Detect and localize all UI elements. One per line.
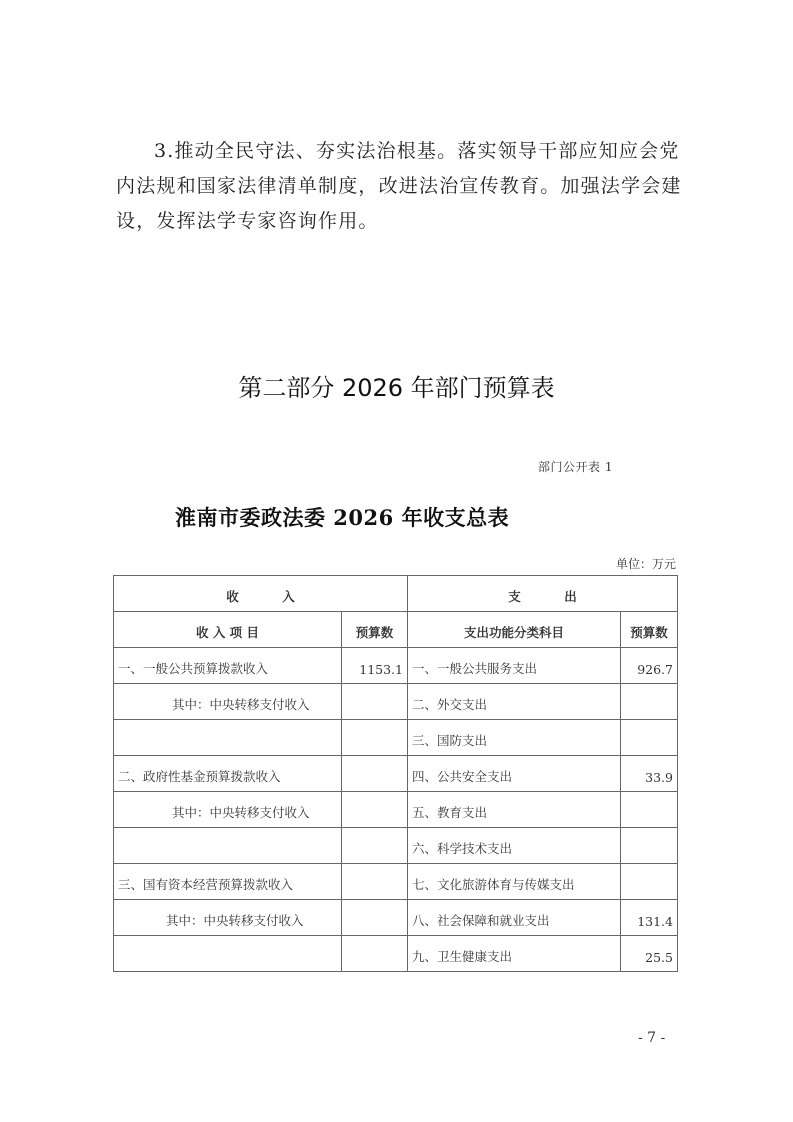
- expense-budget: 131.4: [621, 900, 678, 936]
- income-item: 三、国有资本经营预算拨款收入: [114, 864, 342, 900]
- income-budget: [342, 864, 408, 900]
- paragraph-line-1: 3.推动全民守法、夯实法治根基。落实领导干部应知应会党: [154, 140, 680, 162]
- expense-group-header: 支 出: [408, 576, 678, 612]
- table-row: [114, 792, 678, 828]
- expense-item: 六、科学技术支出: [408, 828, 621, 864]
- income-budget-header: 预算数: [342, 612, 408, 648]
- income-item: [114, 828, 342, 864]
- income-item: 其中：中央转移支付收入: [114, 684, 342, 720]
- form-label: 部门公开表 1: [538, 460, 613, 474]
- expense-budget: 33.9: [621, 756, 678, 792]
- income-item: 其中：中央转移支付收入: [114, 900, 342, 936]
- table-row: [114, 684, 678, 720]
- table-title: 淮南市委政法委 2026 年收支总表: [175, 505, 510, 530]
- expense-item: 七、文化旅游体育与传媒支出: [408, 864, 621, 900]
- expense-budget: [621, 828, 678, 864]
- expense-budget: [621, 864, 678, 900]
- income-budget: [342, 792, 408, 828]
- income-budget: [342, 720, 408, 756]
- income-item: [114, 936, 342, 972]
- expense-budget: 25.5: [621, 936, 678, 972]
- expense-item: 四、公共安全支出: [408, 756, 621, 792]
- expense-item: 一、一般公共服务支出: [408, 648, 621, 684]
- income-budget: 1153.1: [342, 648, 408, 684]
- income-item: 其中：中央转移支付收入: [114, 792, 342, 828]
- paragraph-line-3: 设，发挥法学专家咨询作用。: [116, 210, 379, 232]
- section-title: 第二部分 2026 年部门预算表: [238, 374, 555, 402]
- income-budget: [342, 684, 408, 720]
- body-paragraph: [116, 134, 682, 239]
- expense-item: 八、社会保障和就业支出: [408, 900, 621, 936]
- expense-item: 三、国防支出: [408, 720, 621, 756]
- table-row: [114, 864, 678, 900]
- income-budget: [342, 828, 408, 864]
- income-item: 一、一般公共预算拨款收入: [114, 648, 342, 684]
- income-budget: [342, 900, 408, 936]
- table-row: [114, 720, 678, 756]
- budget-summary-table: [113, 575, 678, 972]
- expense-item-header: 支出功能分类科目: [408, 612, 621, 648]
- table-row: [114, 828, 678, 864]
- expense-item: 二、外交支出: [408, 684, 621, 720]
- table-row: [114, 900, 678, 936]
- unit-label: 单位：万元: [616, 557, 677, 571]
- column-header-row: [114, 612, 678, 648]
- expense-budget-header: 预算数: [621, 612, 678, 648]
- expense-budget: [621, 684, 678, 720]
- table-row: [114, 648, 678, 684]
- expense-budget: [621, 720, 678, 756]
- expense-budget: 926.7: [621, 648, 678, 684]
- table-row: [114, 936, 678, 972]
- income-group-header: 收 入: [114, 576, 408, 612]
- income-item-header: 收 入 项 目: [114, 612, 342, 648]
- expense-budget: [621, 792, 678, 828]
- income-item: 二、政府性基金预算拨款收入: [114, 756, 342, 792]
- expense-item: 五、教育支出: [408, 792, 621, 828]
- income-budget: [342, 936, 408, 972]
- income-item: [114, 720, 342, 756]
- group-header-row: [114, 576, 678, 612]
- page-number: - 7 -: [638, 1030, 666, 1046]
- table-row: [114, 756, 678, 792]
- paragraph-line-2: 内法规和国家法律清单制度，改进法治宣传教育。加强法学会建: [116, 175, 682, 197]
- income-budget: [342, 756, 408, 792]
- expense-item: 九、卫生健康支出: [408, 936, 621, 972]
